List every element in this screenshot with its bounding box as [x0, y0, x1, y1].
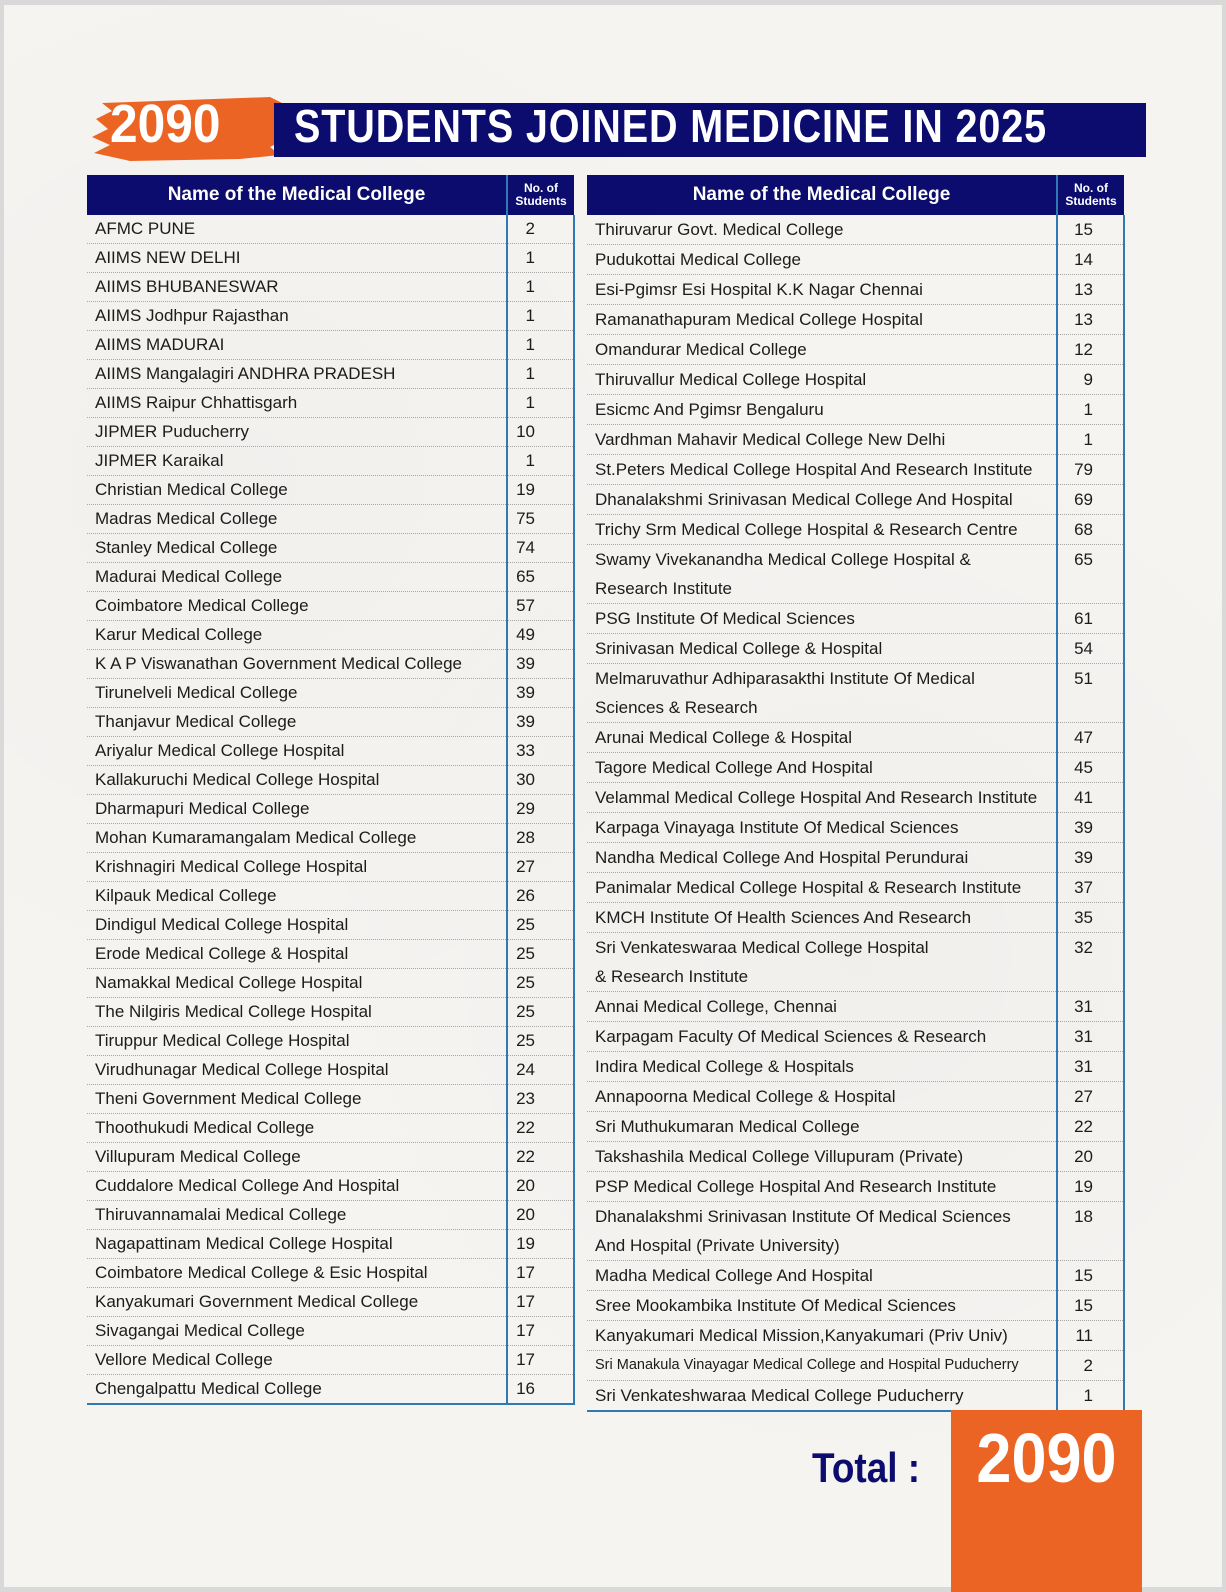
college-name: AIIMS Raipur Chhattisgarh	[87, 389, 507, 418]
college-name: Tagore Medical College And Hospital	[587, 753, 1057, 783]
college-name: Erode Medical College & Hospital	[87, 940, 507, 969]
student-count: 32	[1057, 933, 1124, 992]
table-row	[587, 425, 1124, 455]
table-row	[87, 563, 574, 592]
table-row	[587, 515, 1124, 545]
table-row	[587, 1261, 1124, 1291]
student-count: 15	[1057, 215, 1124, 245]
table-row	[87, 621, 574, 650]
college-name: Annapoorna Medical College & Hospital	[587, 1082, 1057, 1112]
table-row	[587, 1291, 1124, 1321]
student-count: 29	[507, 795, 574, 824]
student-count: 27	[507, 853, 574, 882]
table-row	[87, 998, 574, 1027]
college-name: Srinivasan Medical College & Hospital	[587, 634, 1057, 664]
student-count: 54	[1057, 634, 1124, 664]
college-name: AIIMS NEW DELHI	[87, 244, 507, 273]
college-name: Karur Medical College	[87, 621, 507, 650]
student-count: 1	[507, 389, 574, 418]
table-row	[87, 940, 574, 969]
table-row	[587, 1172, 1124, 1202]
college-name: Takshashila Medical College Villupuram (Private)	[587, 1142, 1057, 1172]
college-name: Tiruppur Medical College Hospital	[87, 1027, 507, 1056]
student-count: 26	[507, 882, 574, 911]
headline-title: STUDENTS JOINED MEDICINE IN 2025	[294, 100, 1047, 152]
student-count: 14	[1057, 245, 1124, 275]
table-row	[587, 215, 1124, 245]
student-count: 10	[507, 418, 574, 447]
table-row	[587, 783, 1124, 813]
table-row	[87, 360, 574, 389]
student-count: 74	[507, 534, 574, 563]
column-header-count: No. of Students	[507, 175, 574, 215]
college-name: Dharmapuri Medical College	[87, 795, 507, 824]
table-row	[587, 933, 1124, 992]
table-row	[87, 1085, 574, 1114]
college-name: Dindigul Medical College Hospital	[87, 911, 507, 940]
college-name: Nandha Medical College And Hospital Perundurai	[587, 843, 1057, 873]
college-name: Mohan Kumaramangalam Medical College	[87, 824, 507, 853]
college-name: Annai Medical College, Chennai	[587, 992, 1057, 1022]
table-row	[87, 1201, 574, 1230]
table-row	[587, 1052, 1124, 1082]
student-count: 31	[1057, 1022, 1124, 1052]
student-count: 39	[1057, 843, 1124, 873]
college-name: Velammal Medical College Hospital And Research Institute	[587, 783, 1057, 813]
table-row	[87, 911, 574, 940]
college-name: Esicmc And Pgimsr Bengaluru	[587, 395, 1057, 425]
table-row	[587, 1321, 1124, 1351]
table-row	[87, 1288, 574, 1317]
table-row	[87, 331, 574, 360]
table-row	[587, 753, 1124, 783]
table-row	[87, 592, 574, 621]
college-name: Sri Venkateswaraa Medical College Hospital & Research Institute	[587, 933, 1057, 992]
table-row	[587, 873, 1124, 903]
table-row	[87, 505, 574, 534]
student-count: 1	[507, 447, 574, 476]
student-count: 24	[507, 1056, 574, 1085]
college-name: Virudhunagar Medical College Hospital	[87, 1056, 507, 1085]
student-count: 15	[1057, 1261, 1124, 1291]
table-row	[587, 813, 1124, 843]
student-count: 39	[507, 679, 574, 708]
student-count: 13	[1057, 305, 1124, 335]
college-name: PSP Medical College Hospital And Research Institute	[587, 1172, 1057, 1202]
college-name: Kanyakumari Government Medical College	[87, 1288, 507, 1317]
college-name: Nagapattinam Medical College Hospital	[87, 1230, 507, 1259]
table-row	[87, 447, 574, 476]
student-count: 12	[1057, 335, 1124, 365]
student-count: 17	[507, 1288, 574, 1317]
college-name: Thiruvarur Govt. Medical College	[587, 215, 1057, 245]
college-name: Ramanathapuram Medical College Hospital	[587, 305, 1057, 335]
table-row	[87, 1259, 574, 1288]
college-name: Kanyakumari Medical Mission,Kanyakumari (Priv Univ)	[587, 1321, 1057, 1351]
college-name: K A P Viswanathan Government Medical College	[87, 650, 507, 679]
student-count: 28	[507, 824, 574, 853]
student-count: 39	[507, 650, 574, 679]
student-count: 65	[1057, 545, 1124, 604]
student-count: 22	[1057, 1112, 1124, 1142]
table-row	[87, 389, 574, 418]
student-count: 20	[1057, 1142, 1124, 1172]
table-row	[587, 485, 1124, 515]
table-row	[87, 650, 574, 679]
table-row	[87, 1143, 574, 1172]
table-row	[87, 1375, 574, 1405]
student-count: 1	[1057, 395, 1124, 425]
table-row	[87, 766, 574, 795]
college-name: Namakkal Medical College Hospital	[87, 969, 507, 998]
college-name: Sivagangai Medical College	[87, 1317, 507, 1346]
college-name: Melmaruvathur Adhiparasakthi Institute Of Medical Sciences & Research	[587, 664, 1057, 723]
table-row	[587, 545, 1124, 604]
student-count: 39	[1057, 813, 1124, 843]
college-name: Trichy Srm Medical College Hospital & Research Centre	[587, 515, 1057, 545]
table-row	[587, 634, 1124, 664]
college-name: Karpaga Vinayaga Institute Of Medical Sciences	[587, 813, 1057, 843]
college-name: Tirunelveli Medical College	[87, 679, 507, 708]
college-name: Kallakuruchi Medical College Hospital	[87, 766, 507, 795]
student-count: 23	[507, 1085, 574, 1114]
college-name: AIIMS Mangalagiri ANDHRA PRADESH	[87, 360, 507, 389]
table-row	[87, 708, 574, 737]
college-name: Chengalpattu Medical College	[87, 1375, 507, 1405]
student-count: 25	[507, 911, 574, 940]
college-name: Thoothukudi Medical College	[87, 1114, 507, 1143]
table-row	[87, 215, 574, 244]
student-count: 22	[507, 1143, 574, 1172]
table-row	[587, 843, 1124, 873]
table-row	[87, 244, 574, 273]
table-row	[87, 302, 574, 331]
student-count: 37	[1057, 873, 1124, 903]
student-count: 1	[1057, 1381, 1124, 1412]
table-row	[587, 305, 1124, 335]
table-row	[87, 795, 574, 824]
table-row	[587, 1351, 1124, 1381]
right-college-table	[587, 175, 1125, 1412]
college-name: AIIMS BHUBANESWAR	[87, 273, 507, 302]
column-header-name: Name of the Medical College	[87, 175, 507, 215]
table-row	[587, 1082, 1124, 1112]
table-row	[587, 1142, 1124, 1172]
student-count: 45	[1057, 753, 1124, 783]
college-name: Omandurar Medical College	[587, 335, 1057, 365]
college-name: Sree Mookambika Institute Of Medical Sciences	[587, 1291, 1057, 1321]
headline-number: 2090	[110, 94, 221, 154]
student-count: 25	[507, 1027, 574, 1056]
table-row	[587, 664, 1124, 723]
table-row	[587, 1022, 1124, 1052]
college-name: Kilpauk Medical College	[87, 882, 507, 911]
college-name: Indira Medical College & Hospitals	[587, 1052, 1057, 1082]
college-name: Panimalar Medical College Hospital & Research Institute	[587, 873, 1057, 903]
college-name: Thiruvallur Medical College Hospital	[587, 365, 1057, 395]
college-name: KMCH Institute Of Health Sciences And Research	[587, 903, 1057, 933]
total-value: 2090	[976, 1419, 1117, 1497]
student-count: 39	[507, 708, 574, 737]
student-count: 41	[1057, 783, 1124, 813]
student-count: 25	[507, 998, 574, 1027]
student-count: 19	[507, 476, 574, 505]
student-count: 33	[507, 737, 574, 766]
student-count: 18	[1057, 1202, 1124, 1261]
college-name: Thiruvannamalai Medical College	[87, 1201, 507, 1230]
college-name: Cuddalore Medical College And Hospital	[87, 1172, 507, 1201]
student-count: 1	[507, 360, 574, 389]
student-count: 1	[507, 331, 574, 360]
table-row	[587, 335, 1124, 365]
student-count: 68	[1057, 515, 1124, 545]
student-count: 20	[507, 1201, 574, 1230]
table-row	[87, 1172, 574, 1201]
student-count: 17	[507, 1259, 574, 1288]
college-name: Krishnagiri Medical College Hospital	[87, 853, 507, 882]
student-count: 19	[507, 1230, 574, 1259]
student-count: 19	[1057, 1172, 1124, 1202]
college-name: Thanjavur Medical College	[87, 708, 507, 737]
student-count: 11	[1057, 1321, 1124, 1351]
college-name: Swamy Vivekanandha Medical College Hospital & Research Institute	[587, 545, 1057, 604]
table-row	[87, 476, 574, 505]
table-row	[587, 275, 1124, 305]
college-name: Theni Government Medical College	[87, 1085, 507, 1114]
college-name: AIIMS Jodhpur Rajasthan	[87, 302, 507, 331]
student-count: 65	[507, 563, 574, 592]
college-name: Karpagam Faculty Of Medical Sciences & Research	[587, 1022, 1057, 1052]
table-row	[87, 273, 574, 302]
column-header-count: No. of Students	[1057, 175, 1124, 215]
student-count: 75	[507, 505, 574, 534]
table-row	[87, 534, 574, 563]
student-count: 30	[507, 766, 574, 795]
left-college-table	[87, 175, 575, 1405]
student-count: 57	[507, 592, 574, 621]
student-count: 69	[1057, 485, 1124, 515]
student-count: 2	[507, 215, 574, 244]
student-count: 79	[1057, 455, 1124, 485]
student-count: 20	[507, 1172, 574, 1201]
table-row	[87, 679, 574, 708]
student-count: 51	[1057, 664, 1124, 723]
table-row	[87, 853, 574, 882]
college-name: JIPMER Puducherry	[87, 418, 507, 447]
table-row	[87, 824, 574, 853]
student-count: 1	[507, 244, 574, 273]
student-count: 1	[1057, 425, 1124, 455]
student-count: 35	[1057, 903, 1124, 933]
college-name: Arunai Medical College & Hospital	[587, 723, 1057, 753]
total-label: Total :	[812, 1444, 921, 1491]
student-count: 1	[507, 302, 574, 331]
college-name: Vardhman Mahavir Medical College New Delhi	[587, 425, 1057, 455]
table-row	[87, 418, 574, 447]
college-name: Dhanalakshmi Srinivasan Medical College And Hospital	[587, 485, 1057, 515]
table-row	[87, 737, 574, 766]
college-name: Christian Medical College	[87, 476, 507, 505]
college-name: Vellore Medical College	[87, 1346, 507, 1375]
student-count: 2	[1057, 1351, 1124, 1381]
college-name: Sri Muthukumaran Medical College	[587, 1112, 1057, 1142]
student-count: 25	[507, 940, 574, 969]
student-count: 22	[507, 1114, 574, 1143]
college-name: JIPMER Karaikal	[87, 447, 507, 476]
student-count: 25	[507, 969, 574, 998]
table-row	[87, 882, 574, 911]
table-row	[87, 1056, 574, 1085]
table-row	[587, 1381, 1124, 1412]
column-header-name: Name of the Medical College	[587, 175, 1057, 215]
college-name: St.Peters Medical College Hospital And Research Institute	[587, 455, 1057, 485]
college-name: Madras Medical College	[87, 505, 507, 534]
college-name: Sri Manakula Vinayagar Medical College and Hospital Puducherry	[587, 1351, 1057, 1381]
college-name: The Nilgiris Medical College Hospital	[87, 998, 507, 1027]
table-row	[87, 1230, 574, 1259]
student-count: 17	[507, 1317, 574, 1346]
college-name: Coimbatore Medical College & Esic Hospital	[87, 1259, 507, 1288]
table-row	[87, 1317, 574, 1346]
table-row	[87, 1114, 574, 1143]
table-row	[587, 365, 1124, 395]
student-count: 1	[507, 273, 574, 302]
student-count: 16	[507, 1375, 574, 1405]
college-name: Pudukottai Medical College	[587, 245, 1057, 275]
college-name: AIIMS MADURAI	[87, 331, 507, 360]
student-count: 61	[1057, 604, 1124, 634]
table-row	[587, 1112, 1124, 1142]
student-count: 9	[1057, 365, 1124, 395]
college-name: Esi-Pgimsr Esi Hospital K.K Nagar Chennai	[587, 275, 1057, 305]
college-name: Dhanalakshmi Srinivasan Institute Of Medical Sciences And Hospital (Private University)	[587, 1202, 1057, 1261]
college-name: AFMC PUNE	[87, 215, 507, 244]
table-row	[587, 723, 1124, 753]
student-count: 31	[1057, 1052, 1124, 1082]
student-count: 17	[507, 1346, 574, 1375]
college-name: Sri Venkateshwaraa Medical College Puducherry	[587, 1381, 1057, 1412]
student-count: 27	[1057, 1082, 1124, 1112]
college-name: Ariyalur Medical College Hospital	[87, 737, 507, 766]
table-row	[587, 903, 1124, 933]
college-name: Madha Medical College And Hospital	[587, 1261, 1057, 1291]
table-row	[87, 969, 574, 998]
student-count: 15	[1057, 1291, 1124, 1321]
student-count: 31	[1057, 992, 1124, 1022]
table-row	[587, 992, 1124, 1022]
table-row	[587, 455, 1124, 485]
college-name: Coimbatore Medical College	[87, 592, 507, 621]
college-name: PSG Institute Of Medical Sciences	[587, 604, 1057, 634]
student-count: 13	[1057, 275, 1124, 305]
table-row	[87, 1027, 574, 1056]
student-count: 47	[1057, 723, 1124, 753]
table-row	[587, 395, 1124, 425]
college-name: Villupuram Medical College	[87, 1143, 507, 1172]
student-count: 49	[507, 621, 574, 650]
college-name: Madurai Medical College	[87, 563, 507, 592]
college-name: Stanley Medical College	[87, 534, 507, 563]
table-row	[87, 1346, 574, 1375]
table-row	[587, 1202, 1124, 1261]
table-row	[587, 245, 1124, 275]
table-row	[587, 604, 1124, 634]
